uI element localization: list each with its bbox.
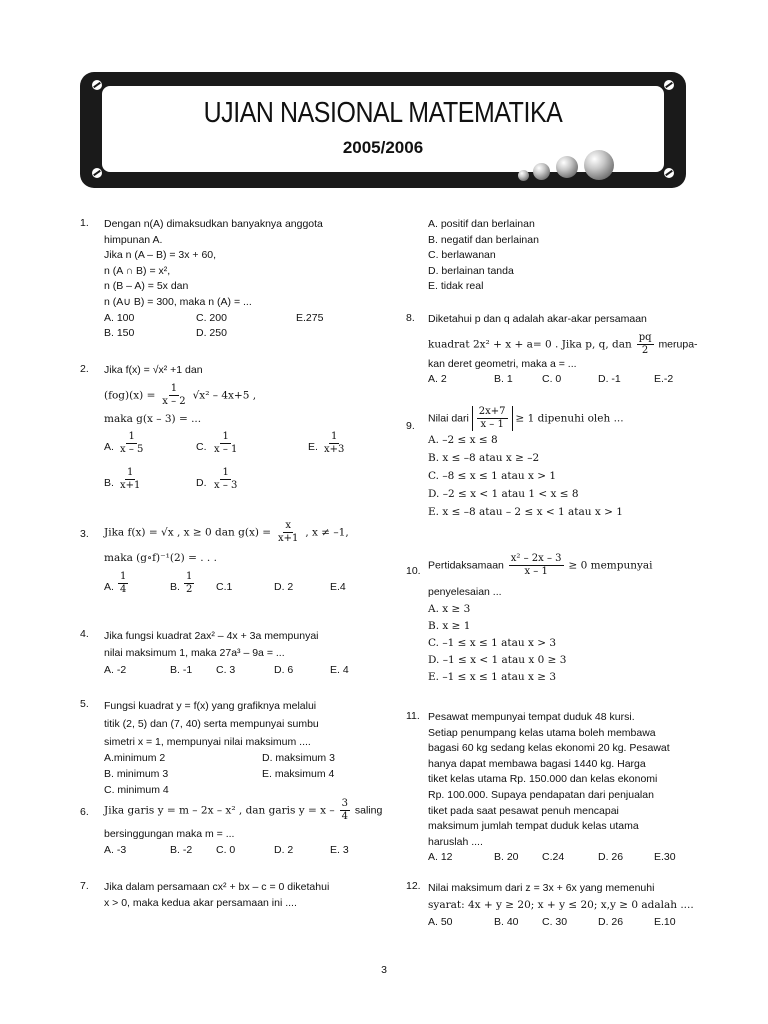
option-e: E. maksimum 4: [262, 768, 335, 780]
option-d: D. 26: [598, 851, 624, 864]
question-4: [104, 628, 394, 679]
option-b: B. -1: [170, 664, 193, 676]
option-e: E.4: [330, 580, 346, 593]
question-number: 4.: [80, 628, 89, 640]
question-number: 12.: [406, 880, 421, 892]
option-a: A.: [104, 441, 114, 454]
question-text: Jika dalam persamaan cx² + bx – c = 0 diketahui: [104, 881, 330, 893]
question-number: 10.: [406, 565, 421, 577]
option-b: B. negatif dan berlainan: [428, 233, 539, 246]
option-b: B. 150: [104, 327, 135, 340]
question-text: kuadrat 2x² + x + a= 0 . Jika p, q, dan: [428, 337, 632, 350]
question-text: maka (g∘f)⁻¹(2) = . . .: [104, 552, 217, 564]
question-text: bersinggungan maka m = ...: [104, 828, 235, 840]
fraction: $\frac{3}{4}$: [341, 798, 348, 822]
option-a: A. 50: [428, 916, 453, 928]
question-6: [104, 798, 394, 859]
question-text: (fog)(x) =: [104, 388, 156, 401]
screw-icon: [92, 168, 102, 178]
question-text: Pesawat mempunyai tempat duduk 48 kursi.: [428, 711, 635, 723]
question-text: maksimum jumlah tempat duduk kelas utama: [428, 820, 639, 833]
option-d: D. 6: [274, 664, 294, 676]
option-d: D.: [196, 477, 207, 490]
question-text: Pertidaksamaan: [428, 559, 504, 572]
option-d: D. -1: [598, 373, 621, 386]
option-c: C. berlawanan: [428, 249, 496, 262]
fraction: $\frac{pq}{2}$: [638, 331, 652, 356]
question-number: 3.: [80, 528, 89, 540]
option-b: B. x ≥ 1: [428, 620, 471, 632]
question-11: [428, 710, 708, 866]
question-text: hanya dapat membawa bagasi 1440 kg. Harga: [428, 757, 646, 770]
sphere-icon: [556, 156, 578, 178]
question-text: himpunan A.: [104, 233, 163, 246]
option-e: E.10: [654, 916, 676, 928]
question-text: tiket pada saat pesawat penuh mencapai: [428, 804, 619, 817]
option-d: D. –1 ≤ x < 1 atau x 0 ≥ 3: [428, 654, 567, 666]
option-a: A. 12: [428, 851, 453, 864]
question-text: Nilai maksimum dari z = 3x + 6x yang memenuhi: [428, 882, 655, 894]
option-e: E.30: [654, 851, 676, 864]
question-number: 7.: [80, 880, 89, 892]
question-number: 2.: [80, 363, 89, 375]
fraction: $\frac{1}{x - 2}$: [162, 382, 186, 407]
option-c: C. 200: [196, 311, 227, 324]
question-5: [104, 698, 394, 798]
question-text: n (A∪ B) = 300, maka n (A) = ...: [104, 295, 252, 308]
option-e: E. –1 ≤ x ≤ 1 atau x ≥ 3: [428, 671, 557, 683]
question-text: Fungsi kuadrat y = f(x) yang grafiknya melalui: [104, 700, 317, 712]
option-d: D. 2: [274, 580, 294, 593]
question-text: titik (2, 5) dan (7, 40) serta mempunyai sumbu: [104, 718, 319, 730]
question-text: haruslah ....: [428, 835, 483, 848]
question-text: nilai maksimum 1, maka 27a³ – 9a = ...: [104, 647, 285, 659]
question-3: [104, 520, 394, 605]
fraction: $\frac{\text{x² – 2x – 3}}{x - 1}$: [510, 553, 562, 577]
question-number: 9.: [406, 420, 415, 432]
question-text: Nilai dari: [428, 412, 469, 425]
question-2: [104, 363, 394, 501]
option-a: A.: [104, 580, 114, 593]
option-c: C. –8 ≤ x ≤ 1 atau x > 1: [428, 470, 557, 482]
question-text: Jika fungsi kuadrat 2ax² – 4x + 3a mempunyai: [104, 630, 319, 642]
option-b: B.: [104, 477, 114, 490]
option-d: D. berlainan tanda: [428, 264, 514, 277]
question-text: Diketahui p dan q adalah akar-akar persamaan: [428, 313, 647, 325]
option-b: B. x ≤ –8 atau x ≥ –2: [428, 452, 540, 464]
option-e: E. tidak real: [428, 280, 484, 293]
question-8: [428, 312, 708, 388]
question-text: Rp. 100.000. Supaya pendapatan dari penjualan: [428, 788, 654, 801]
sphere-icon: [518, 170, 529, 181]
page-title: UJIAN NASIONAL MATEMATIKA: [203, 97, 563, 129]
option-d: D. –2 ≤ x < 1 atau 1 < x ≤ 8: [428, 488, 579, 500]
option-c: C. 0: [542, 373, 562, 386]
option-e: E. x ≤ –8 atau – 2 ≤ x < 1 atau x > 1: [428, 506, 623, 518]
question-text: , x ≠ –1,: [305, 526, 349, 539]
question-text: merupa-: [658, 337, 698, 350]
question-text: Dengan n(A) dimaksudkan banyaknya anggota: [104, 218, 323, 230]
sphere-icon: [533, 163, 550, 180]
question-number: 8.: [406, 312, 415, 324]
option-d: D. 250: [196, 327, 227, 340]
option-a-value: $\frac{1}{4}$: [120, 570, 127, 595]
option-a: A. 2: [428, 373, 447, 386]
option-c: C.: [196, 441, 207, 454]
option-a: A. -2: [104, 664, 127, 676]
option-a: A. x ≥ 3: [428, 603, 471, 615]
option-c: C. –1 ≤ x ≤ 1 atau x > 3: [428, 637, 557, 649]
question-text: penyelesaian ...: [428, 586, 502, 598]
screw-icon: [664, 80, 674, 90]
fraction: $\frac{2x+7}{x - 1}$: [478, 406, 506, 430]
option-b: B.: [170, 580, 180, 593]
option-e: E. 4: [330, 664, 349, 676]
option-b-value: $\frac{1}{x+1}$: [120, 467, 141, 492]
option-a: A.minimum 2: [104, 752, 166, 764]
question-7: [104, 880, 394, 911]
option-c-value: $\frac{1}{x - 1}$: [214, 431, 238, 456]
option-a: A. –2 ≤ x ≤ 8: [428, 434, 498, 446]
question-text: maka g(x – 3) = ...: [104, 412, 202, 425]
question-text: tiket kelas utama Rp. 150.000 dan kelas ekonomi: [428, 773, 658, 786]
option-e: E.-2: [654, 373, 674, 386]
option-e: E.: [308, 441, 318, 454]
option-b-value: $\frac{1}{2}$: [186, 570, 193, 595]
option-d: D. 26: [598, 916, 624, 928]
question-text: x > 0, maka kedua akar persamaan ini ....: [104, 896, 297, 909]
question-text: bagasi 60 kg sedang kelas ekonomi 20 kg. Pesawat: [428, 742, 670, 755]
question-text: kan deret geometri, maka a = ...: [428, 357, 577, 370]
screw-icon: [664, 168, 674, 178]
option-b: B. minimum 3: [104, 768, 169, 780]
option-e: E. 3: [330, 843, 349, 856]
question-text: n (B – A) = 5x dan: [104, 280, 189, 293]
option-c: C. 3: [216, 664, 236, 676]
option-b: B. -2: [170, 843, 193, 856]
question-text: Setiap penumpang kelas utama boleh membawa: [428, 726, 656, 739]
question-7-options: [428, 217, 708, 295]
question-number: 11.: [406, 710, 420, 722]
question-text: Jika n (A – B) = 3x + 60,: [104, 249, 217, 262]
option-a: A. positif dan berlainan: [428, 218, 535, 230]
question-text: ≥ 0 mempunyai: [568, 559, 653, 572]
option-c: C.24: [542, 851, 565, 864]
question-text: simetri x = 1, mempunyai nilai maksimum ....: [104, 736, 311, 748]
option-d-value: $\frac{1}{x - 3}$: [214, 467, 238, 492]
option-b: B. 40: [494, 916, 519, 928]
question-10: [428, 553, 708, 686]
option-c: C.1: [216, 580, 233, 593]
question-text: ≥ 1 dipenuhi oleh ...: [515, 412, 624, 425]
question-number: 6.: [80, 806, 89, 818]
question-number: 1.: [80, 217, 89, 229]
option-d: D. maksimum 3: [262, 752, 335, 764]
question-text: syarat: 4x + y ≥ 20; x + y ≤ 20; x,y ≥ 0 adalah ....: [428, 899, 694, 911]
question-text: Jika f(x) = √x , x ≥ 0 dan g(x) =: [104, 526, 272, 539]
option-e-value: $\frac{1}{x+3}$: [324, 431, 345, 456]
question-text: n (A ∩ B) = x²,: [104, 264, 171, 277]
question-1: [104, 217, 394, 342]
question-text: √x² – 4x+5 ,: [192, 388, 257, 401]
option-c: C. 0: [216, 843, 236, 856]
option-c: C. minimum 4: [104, 784, 169, 796]
exam-year: 2005/2006: [342, 138, 424, 157]
option-c: C. 30: [542, 916, 568, 928]
question-9: [428, 406, 708, 521]
question-number: 5.: [80, 698, 89, 710]
screw-icon: [92, 80, 102, 90]
question-text: saling: [354, 804, 383, 817]
absolute-value: [472, 406, 513, 431]
page-number: 3: [381, 964, 387, 976]
option-b: B. 1: [494, 373, 513, 386]
option-a-value: $\frac{1}{x - 5}$: [120, 431, 144, 456]
question-text: Jika f(x) = √x² +1 dan: [104, 364, 203, 376]
option-d: D. 2: [274, 843, 294, 856]
question-text: Jika garis y = m – 2x – x² , dan garis y = x –: [104, 804, 335, 817]
fraction: $\frac{x}{x+1}$: [278, 520, 299, 544]
option-a: A. -3: [104, 843, 127, 856]
option-a: A. 100: [104, 311, 135, 324]
question-12: [428, 880, 708, 931]
option-e: E.275: [296, 311, 324, 324]
option-b: B. 20: [494, 851, 519, 864]
